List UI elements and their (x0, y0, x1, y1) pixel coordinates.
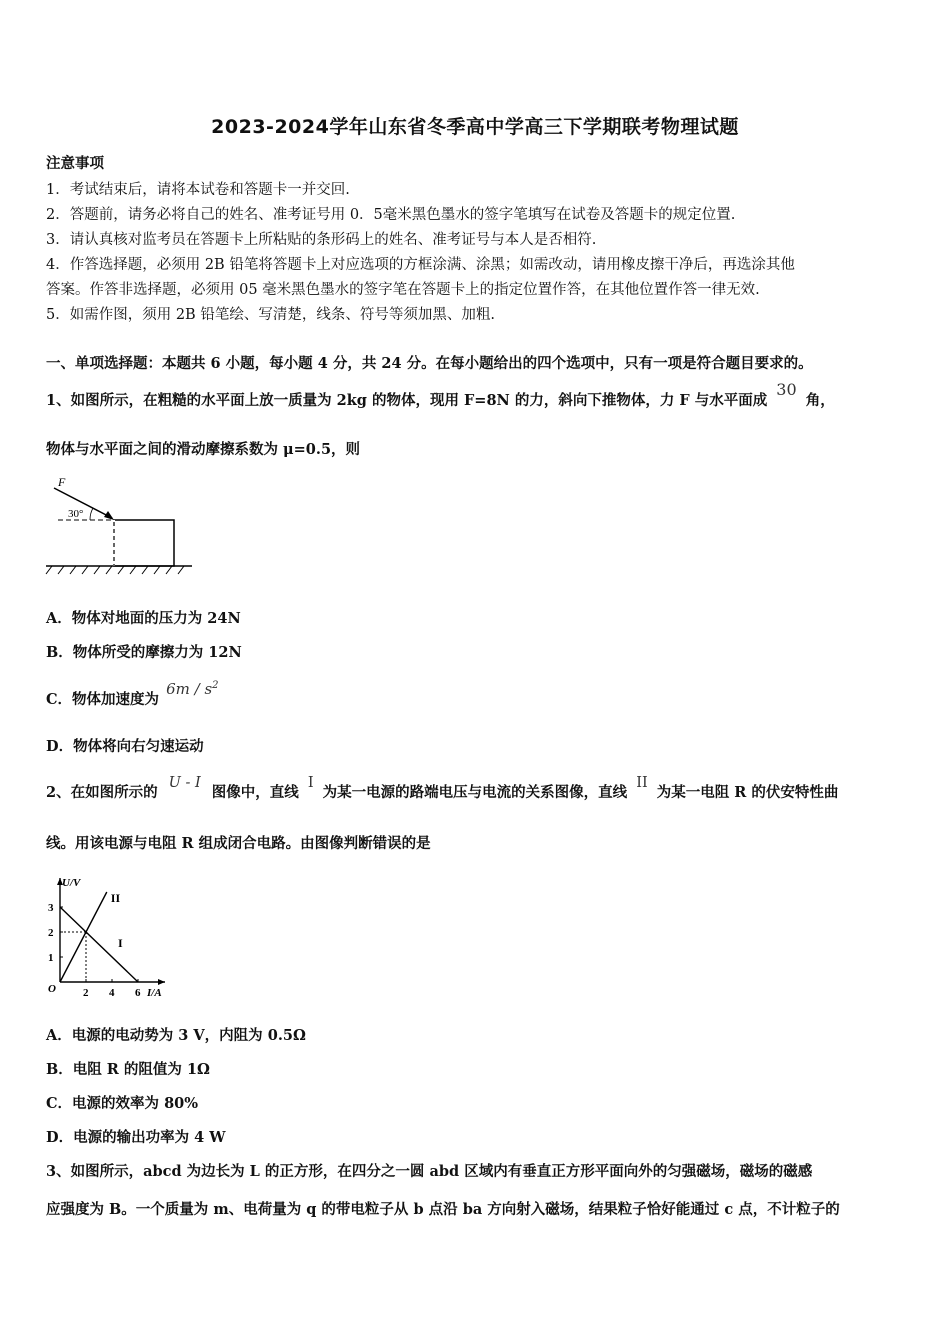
notice-item: 2．答题前，请务必将自己的姓名、准考证号用 0．5毫米黑色墨水的签字笔填写在试卷及答题卡的规定位置. (46, 207, 736, 223)
q2-line-i-label: I (307, 775, 314, 791)
q2-option-c: C．电源的效率为 80% (46, 1095, 199, 1112)
q2-stem-line2: 线。用该电源与电阻 R 组成闭合电路。由图像判断错误的是 (46, 835, 431, 852)
notice-item: 1．考试结束后，请将本试卷和答题卡一并交回. (46, 182, 350, 198)
series-label-I: I (118, 936, 123, 950)
y-tick-label: 2 (48, 927, 54, 939)
q1-option-a: A．物体对地面的压力为 24N (46, 610, 241, 627)
series-line-I (60, 907, 138, 982)
notice-item: 5．如需作图，须用 2B 铅笔绘、写清楚，线条、符号等须加黑、加粗. (46, 307, 495, 323)
q1-figure (44, 474, 194, 580)
series-label-II: II (110, 891, 121, 905)
q2-ui-label: U - I (168, 775, 201, 791)
angle-arc (90, 508, 93, 520)
q2-stem-part1: 2、在如图所示的 (46, 784, 158, 801)
x-tick-label: 6 (135, 987, 141, 999)
x-axis-label: I/A (147, 987, 162, 999)
force-label: F (58, 475, 66, 489)
q1-option-b: B．物体所受的摩擦力为 12N (46, 644, 242, 661)
q1-option-c-value (166, 680, 218, 698)
q1-stem (46, 380, 835, 410)
q1-option-d: D．物体将向右匀速运动 (46, 738, 204, 755)
q1-option-c-number: 6m / s (166, 680, 213, 698)
y-axis-label: U/V (62, 877, 81, 889)
x-tick-label: 2 (83, 987, 89, 999)
q1-stem-text: 1、如图所示，在粗糙的水平面上放一质量为 2kg 的物体，现用 F=8N 的力，斜向下推物体，力 F 与水平面成 (46, 392, 768, 409)
page-title: 2023-2024学年山东省冬季高中学高三下学期联考物理试题 (211, 116, 739, 138)
angle-label: 30° (68, 508, 84, 520)
y-tick-label: 1 (48, 952, 54, 964)
notice-heading: 注意事项 (46, 155, 104, 172)
q2-line-ii-label: II (636, 775, 648, 791)
ground-hatch (46, 566, 184, 574)
q2-stem-part3: 为某一电源的路端电压与电流的关系图像，直线 (322, 784, 628, 801)
q2-ui-chart (44, 860, 194, 1000)
q1-option-c-exponent: 2 (212, 680, 219, 691)
x-tick-label: 4 (109, 987, 115, 999)
q3-stem-line2: 应强度为 B。一个质量为 m、电荷量为 q 的带电粒子从 b 点沿 ba 方向射入磁场，结果粒子恰好能通过 c 点，不计粒子的 (46, 1201, 840, 1218)
q1-option-c (46, 680, 219, 709)
q2-option-b: B．电阻 R 的阻值为 1Ω (46, 1061, 210, 1078)
notice-item: 4．作答选择题，必须用 2B 铅笔将答题卡上对应选项的方框涂满、涂黑；如需改动，请用橡皮擦干净后，再选涂其他 (46, 257, 795, 273)
origin-label: O (48, 983, 56, 995)
notice-item: 3．请认真核对监考员在答题卡上所粘贴的条形码上的姓名、准考证号与本人是否相符. (46, 232, 597, 248)
force-arrow-head (104, 511, 114, 520)
q1-angle: 30 (776, 380, 797, 399)
q1-stem-line2: 物体与水平面之间的滑动摩擦系数为 μ=0.5，则 (46, 441, 361, 458)
q1-option-c-text: C．物体加速度为 (46, 691, 160, 708)
q3-stem-line1: 3、如图所示，abcd 为边长为 L 的正方形，在四分之一圆 abd 区域内有垂直正方形平面向外的匀强磁场，磁场的磁感 (46, 1163, 813, 1180)
q2-option-d: D．电源的输出功率为 4 W (46, 1129, 226, 1146)
q2-stem (46, 775, 839, 802)
x-axis-arrow (158, 979, 165, 985)
section-heading: 一、单项选择题：本题共 6 小题，每小题 4 分，共 24 分。在每小题给出的四个选项中，只有一项是符合题目要求的。 (46, 355, 813, 372)
series-line-II (60, 892, 107, 982)
q2-stem-part2: 图像中，直线 (211, 784, 299, 801)
y-tick-label: 3 (48, 902, 54, 914)
q2-option-a: A．电源的电动势为 3 V，内阻为 0.5Ω (46, 1027, 306, 1044)
q2-stem-part4: 为某一电阻 R 的伏安特性曲 (656, 784, 839, 801)
notice-item: 答案。作答非选择题，必须用 05 毫米黑色墨水的签字笔在答题卡上的指定位置作答，在其他位置作答一律无效. (46, 282, 760, 298)
block-rect (114, 520, 174, 566)
q1-stem-end: 角， (805, 392, 835, 409)
